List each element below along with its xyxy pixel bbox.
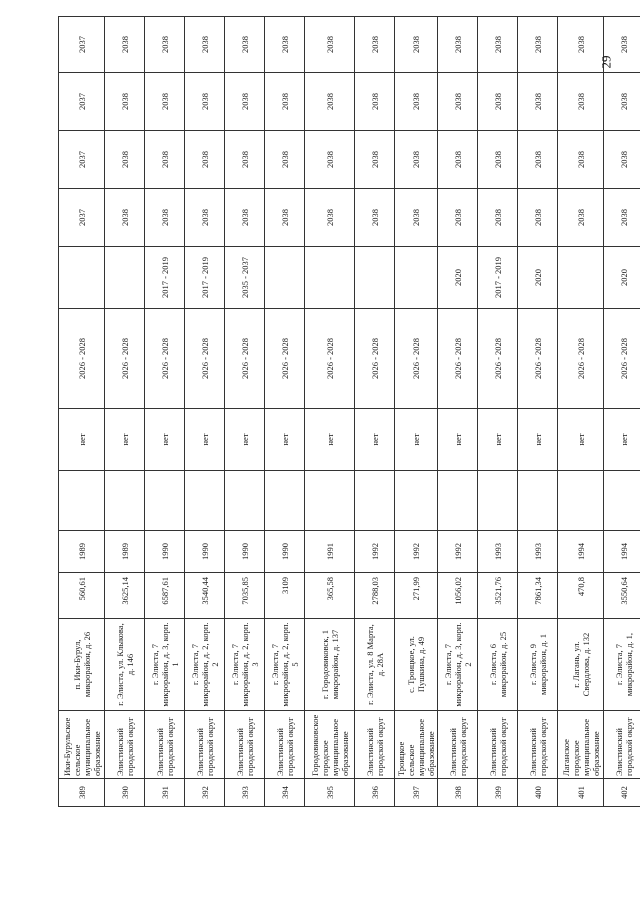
municipality-cell: Элистинский городской округ — [438, 711, 478, 779]
area-cell: 271,99 — [395, 573, 438, 619]
address-cell: г. Элиста, 9 микрорайон, д. 1 — [518, 619, 558, 711]
address-cell: г. Элиста, 6 микрорайон, д. 25 — [478, 619, 518, 711]
year-cell-1: 2038 — [265, 189, 305, 247]
table-row — [478, 17, 518, 807]
row-number: 389 — [59, 779, 105, 807]
repair-period-cell — [355, 247, 395, 309]
year-cell: 1993 — [478, 531, 518, 573]
year-cell-4: 2038 — [145, 17, 185, 73]
year-cell: 1990 — [225, 531, 265, 573]
repair-period-cell — [395, 247, 438, 309]
year-cell-2: 2038 — [395, 131, 438, 189]
area-cell: 3521,76 — [478, 573, 518, 619]
address-cell: г. Элиста, 7 микрорайон, д. 1, — [604, 619, 640, 711]
period-cell: 2026 - 2028 — [438, 309, 478, 409]
period-cell: 2026 - 2028 — [59, 309, 105, 409]
empty-cell — [145, 471, 185, 531]
area-cell: 6587,61 — [145, 573, 185, 619]
status-cell: нет — [265, 409, 305, 471]
area-cell: 3540,44 — [185, 573, 225, 619]
table-row — [558, 17, 604, 807]
row-number: 390 — [105, 779, 145, 807]
period-cell: 2026 - 2028 — [518, 309, 558, 409]
year-cell-4: 2038 — [265, 17, 305, 73]
empty-cell — [59, 471, 105, 531]
empty-cell — [105, 471, 145, 531]
status-cell: нет — [59, 409, 105, 471]
table-body — [59, 17, 640, 807]
year-cell-4: 2038 — [518, 17, 558, 73]
status-cell: нет — [604, 409, 640, 471]
year-cell: 1994 — [604, 531, 640, 573]
period-cell: 2026 - 2028 — [105, 309, 145, 409]
municipality-cell: Элистинский городской округ — [105, 711, 145, 779]
empty-cell — [604, 471, 640, 531]
table-row — [395, 17, 438, 807]
table-row — [59, 17, 105, 807]
empty-cell — [265, 471, 305, 531]
year-cell-4: 2038 — [185, 17, 225, 73]
repair-period-cell: 2020 — [604, 247, 640, 309]
year-cell-2: 2038 — [145, 131, 185, 189]
row-number: 399 — [478, 779, 518, 807]
year-cell-1: 2038 — [438, 189, 478, 247]
municipality-cell: Элистинский городской округ — [265, 711, 305, 779]
row-number: 391 — [145, 779, 185, 807]
status-cell: нет — [145, 409, 185, 471]
period-cell: 2026 - 2028 — [355, 309, 395, 409]
municipality-cell: Лаганское городское муниципальное образование — [558, 711, 604, 779]
repair-period-cell: 2017 - 2019 — [478, 247, 518, 309]
repair-period-cell — [305, 247, 355, 309]
year-cell: 1992 — [355, 531, 395, 573]
year-cell-2: 2038 — [438, 131, 478, 189]
year-cell-1: 2038 — [395, 189, 438, 247]
year-cell-2: 2037 — [59, 131, 105, 189]
year-cell-1: 2038 — [225, 189, 265, 247]
municipality-cell: Троицкое сельское муниципальное образование — [395, 711, 438, 779]
empty-cell — [355, 471, 395, 531]
repair-period-cell: 2017 - 2019 — [185, 247, 225, 309]
address-cell: с. Троицкое, ул. Пушкина, д. 49 — [395, 619, 438, 711]
year-cell: 1993 — [518, 531, 558, 573]
period-cell: 2026 - 2028 — [558, 309, 604, 409]
repair-period-cell: 2017 - 2019 — [145, 247, 185, 309]
table-row — [355, 17, 395, 807]
repair-period-cell — [265, 247, 305, 309]
year-cell-3: 2038 — [355, 73, 395, 131]
table-row — [145, 17, 185, 807]
row-number: 395 — [305, 779, 355, 807]
row-number: 400 — [518, 779, 558, 807]
municipality-cell: Элистинский городской округ — [478, 711, 518, 779]
table-row — [604, 17, 640, 807]
area-cell: 2788,03 — [355, 573, 395, 619]
area-cell: 470,8 — [558, 573, 604, 619]
row-number: 394 — [265, 779, 305, 807]
year-cell-2: 2038 — [558, 131, 604, 189]
year-cell-3: 2038 — [478, 73, 518, 131]
status-cell: нет — [305, 409, 355, 471]
year-cell-3: 2038 — [395, 73, 438, 131]
period-cell: 2026 - 2028 — [478, 309, 518, 409]
table-row — [305, 17, 355, 807]
address-cell: г. Элиста, 7 микрорайон, д. 2, корп. 5 — [265, 619, 305, 711]
address-cell: г. Элиста, ул. Клыкова, д. 146 — [105, 619, 145, 711]
period-cell: 2026 - 2028 — [305, 309, 355, 409]
period-cell: 2026 - 2028 — [145, 309, 185, 409]
row-number: 398 — [438, 779, 478, 807]
empty-cell — [438, 471, 478, 531]
address-cell: г. Городовиковск, 1 микрорайон, д. 137 — [305, 619, 355, 711]
repair-period-cell: 2020 — [518, 247, 558, 309]
municipality-cell: Элистинский городской округ — [604, 711, 640, 779]
year-cell-4: 2038 — [105, 17, 145, 73]
address-cell: г. Элиста, 7 микрорайон, д. 3, корп. 2 — [438, 619, 478, 711]
empty-cell — [395, 471, 438, 531]
year-cell-3: 2038 — [105, 73, 145, 131]
status-cell: нет — [105, 409, 145, 471]
year-cell-4: 2038 — [438, 17, 478, 73]
year-cell-4: 2038 — [478, 17, 518, 73]
period-cell: 2026 - 2028 — [185, 309, 225, 409]
municipality-cell: Элистинский городской округ — [185, 711, 225, 779]
status-cell: нет — [355, 409, 395, 471]
year-cell-1: 2038 — [355, 189, 395, 247]
year-cell-4: 2038 — [604, 17, 640, 73]
year-cell-3: 2038 — [185, 73, 225, 131]
address-cell: г. Элиста, 7 микрорайон, д. 2, корп. 2 — [185, 619, 225, 711]
year-cell-1: 2038 — [558, 189, 604, 247]
year-cell-4: 2038 — [355, 17, 395, 73]
repair-period-cell — [59, 247, 105, 309]
year-cell-3: 2038 — [265, 73, 305, 131]
status-cell: нет — [478, 409, 518, 471]
area-cell: 3625,14 — [105, 573, 145, 619]
table-row — [105, 17, 145, 807]
year-cell-2: 2038 — [105, 131, 145, 189]
year-cell-1: 2038 — [305, 189, 355, 247]
status-cell: нет — [518, 409, 558, 471]
year-cell-3: 2038 — [145, 73, 185, 131]
address-cell: г. Элиста, ул. 8 Марта, д. 28А — [355, 619, 395, 711]
year-cell-2: 2038 — [478, 131, 518, 189]
area-cell: 3550,64 — [604, 573, 640, 619]
year-cell: 1990 — [265, 531, 305, 573]
row-number: 397 — [395, 779, 438, 807]
status-cell: нет — [438, 409, 478, 471]
empty-cell — [225, 471, 265, 531]
year-cell: 1994 — [558, 531, 604, 573]
area-cell: 1056,02 — [438, 573, 478, 619]
year-cell-1: 2038 — [185, 189, 225, 247]
year-cell-2: 2038 — [518, 131, 558, 189]
municipality-cell: Элистинский городской округ — [355, 711, 395, 779]
address-cell: г. Элиста, 7 микрорайон, д. 3, корп. 1 — [145, 619, 185, 711]
year-cell-3: 2038 — [558, 73, 604, 131]
status-cell: нет — [185, 409, 225, 471]
area-cell: 7035,85 — [225, 573, 265, 619]
year-cell-3: 2038 — [438, 73, 478, 131]
year-cell-3: 2038 — [518, 73, 558, 131]
empty-cell — [305, 471, 355, 531]
area-cell: 365,58 — [305, 573, 355, 619]
repair-period-cell: 2020 — [438, 247, 478, 309]
year-cell-1: 2038 — [478, 189, 518, 247]
status-cell: нет — [558, 409, 604, 471]
repair-period-cell — [105, 247, 145, 309]
row-number: 402 — [604, 779, 640, 807]
address-cell: г. Элиста, 7 микрорайон, д. 2, корп. 3 — [225, 619, 265, 711]
table-row — [518, 17, 558, 807]
year-cell: 1991 — [305, 531, 355, 573]
year-cell-1: 2038 — [105, 189, 145, 247]
municipality-cell: Ики-Бурульское сельское муниципальное образование — [59, 711, 105, 779]
year-cell-3: 2038 — [225, 73, 265, 131]
housing-table — [58, 16, 640, 807]
year-cell-2: 2038 — [265, 131, 305, 189]
area-cell: 560,61 — [59, 573, 105, 619]
table-row — [225, 17, 265, 807]
row-number: 401 — [558, 779, 604, 807]
year-cell: 1989 — [59, 531, 105, 573]
year-cell: 1990 — [185, 531, 225, 573]
year-cell-2: 2038 — [225, 131, 265, 189]
repair-period-cell: 2035 - 2037 — [225, 247, 265, 309]
empty-cell — [185, 471, 225, 531]
row-number: 392 — [185, 779, 225, 807]
address-cell: г. Лагань, ул. Свердлова, д. 132 — [558, 619, 604, 711]
year-cell: 1989 — [105, 531, 145, 573]
row-number: 393 — [225, 779, 265, 807]
year-cell-1: 2038 — [145, 189, 185, 247]
empty-cell — [558, 471, 604, 531]
year-cell-3: 2038 — [305, 73, 355, 131]
year-cell-1: 2037 — [59, 189, 105, 247]
municipality-cell: Элистинский городской округ — [518, 711, 558, 779]
year-cell-1: 2038 — [604, 189, 640, 247]
year-cell: 1992 — [438, 531, 478, 573]
empty-cell — [478, 471, 518, 531]
municipality-cell: Элистинский городской округ — [145, 711, 185, 779]
status-cell: нет — [395, 409, 438, 471]
year-cell: 1992 — [395, 531, 438, 573]
municipality-cell: Элистинский городской округ — [225, 711, 265, 779]
year-cell-2: 2038 — [185, 131, 225, 189]
year-cell-2: 2038 — [604, 131, 640, 189]
area-cell: 3109 — [265, 573, 305, 619]
table-row — [438, 17, 478, 807]
year-cell-3: 2038 — [604, 73, 640, 131]
period-cell: 2026 - 2028 — [265, 309, 305, 409]
year-cell-4: 2038 — [305, 17, 355, 73]
year-cell-2: 2038 — [355, 131, 395, 189]
period-cell: 2026 - 2028 — [395, 309, 438, 409]
page-number: 29 — [598, 55, 614, 69]
year-cell-4: 2038 — [225, 17, 265, 73]
status-cell: нет — [225, 409, 265, 471]
year-cell-4: 2037 — [59, 17, 105, 73]
repair-period-cell — [558, 247, 604, 309]
municipality-cell: Городовиковское городское муниципальное образование — [305, 711, 355, 779]
year-cell-4: 2038 — [558, 17, 604, 73]
year-cell: 1990 — [145, 531, 185, 573]
table-row — [185, 17, 225, 807]
period-cell: 2026 - 2028 — [225, 309, 265, 409]
address-cell: п. Ики-Бурул, микрорайон, д. 26 — [59, 619, 105, 711]
year-cell-3: 2037 — [59, 73, 105, 131]
year-cell-4: 2038 — [395, 17, 438, 73]
empty-cell — [518, 471, 558, 531]
table-row — [265, 17, 305, 807]
row-number: 396 — [355, 779, 395, 807]
year-cell-2: 2038 — [305, 131, 355, 189]
year-cell-1: 2038 — [518, 189, 558, 247]
area-cell: 7861,34 — [518, 573, 558, 619]
period-cell: 2026 - 2028 — [604, 309, 640, 409]
